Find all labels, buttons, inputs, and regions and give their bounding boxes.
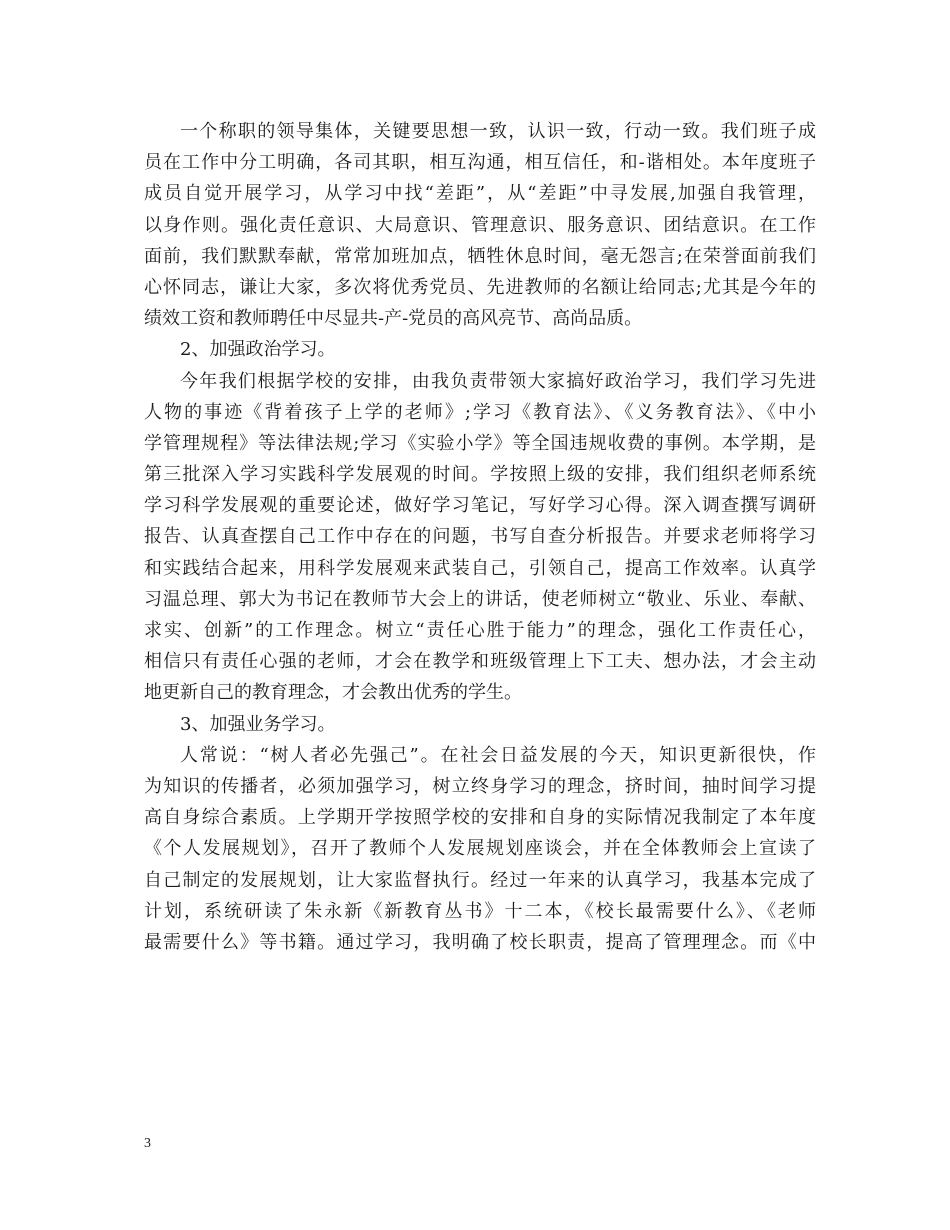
text-line: 报告、认真查摆自己工作中存在的问题，书写自查分析报告。并要求老师将学习 (144, 526, 816, 548)
text-line: 人常说：“树人者必先强己”。在社会日益发展的今天，知识更新很快，作 (180, 744, 816, 766)
text-line: 今年我们根据学校的安排，由我负责带领大家搞好政治学习，我们学习先进 (180, 370, 816, 392)
text-line: 求实、创新”的工作理念。树立“责任心胜于能力”的理念，强化工作责任心， (144, 620, 816, 641)
text-line: 成员自觉开展学习，从学习中找“差距”，从“差距”中寻发展,加强自我管理， (144, 183, 816, 205)
text-line: 相信只有责任心强的老师，才会在教学和班级管理上下工夫、想办法，才会主动 (144, 651, 816, 673)
text-line: 第三批深入学习实践科学发展观的时间。学按照上级的安排，我们组织老师系统 (144, 464, 816, 486)
text-line: 计划，系统研读了朱永新《新教育丛书》十二本，《校长最需要什么》、《老师 (144, 900, 816, 922)
text-line: 为知识的传播者，必须加强学习，树立终身学习的理念，挤时间，抽时间学习提 (144, 775, 816, 797)
body-text (144, 116, 816, 958)
text-line: 和实践结合起来，用科学发展观来武装自己，引领自己，提高工作效率。认真学 (144, 557, 816, 579)
text-line: 地更新自己的教育理念，才会教出优秀的学生。 (144, 682, 522, 704)
text-line: 学习科学发展观的重要论述，做好学习笔记，写好学习心得。深入调查撰写调研 (144, 495, 816, 517)
page-number: 3 (144, 1136, 151, 1151)
text-line: 员在工作中分工明确，各司其职，相互沟通，相互信任，和-谐相处。本年度班子 (144, 152, 816, 174)
section-heading: 3、加强业务学习。 (180, 713, 336, 735)
text-line: 面前，我们默默奉献，常常加班加点，牺牲休息时间，毫无怨言;在荣誉面前我们 (144, 245, 816, 267)
text-line: 学管理规程》等法律法规;学习《实验小学》等全国违规收费的事例。本学期，是 (144, 432, 816, 454)
text-line: 最需要什么》等书籍。通过学习，我明确了校长职责，提高了管理理念。而《中 (144, 931, 816, 953)
text-line: 一个称职的领导集体，关键要思想一致，认识一致，行动一致。我们班子成 (180, 121, 816, 142)
section-heading: 2、加强政治学习。 (180, 339, 336, 361)
text-line: 人物的事迹《背着孩子上学的老师》;学习《教育法》、《义务教育法》、《中小 (144, 401, 816, 423)
text-line: 以身作则。强化责任意识、大局意识、管理意识、服务意识、团结意识。在工作 (144, 214, 816, 236)
text-line: 自己制定的发展规划，让大家监督执行。经过一年来的认真学习，我基本完成了 (144, 869, 816, 891)
text-line: 绩效工资和教师聘任中尽显共-产-党员的高风亮节、高尚品质。 (144, 308, 643, 330)
text-line: 《个人发展规划》，召开了教师个人发展规划座谈会，并在全体教师会上宣读了 (144, 838, 816, 860)
text-line: 高自身综合素质。上学期开学按照学校的安排和自身的实际情况我制定了本年度 (144, 807, 816, 829)
text-line: 习温总理、郭大为书记在教师节大会上的讲话，使老师树立“敬业、乐业、奉献、 (144, 588, 816, 610)
text-line: 心怀同志，谦让大家，多次将优秀党员、先进教师的名额让给同志;尤其是今年的 (144, 276, 816, 298)
